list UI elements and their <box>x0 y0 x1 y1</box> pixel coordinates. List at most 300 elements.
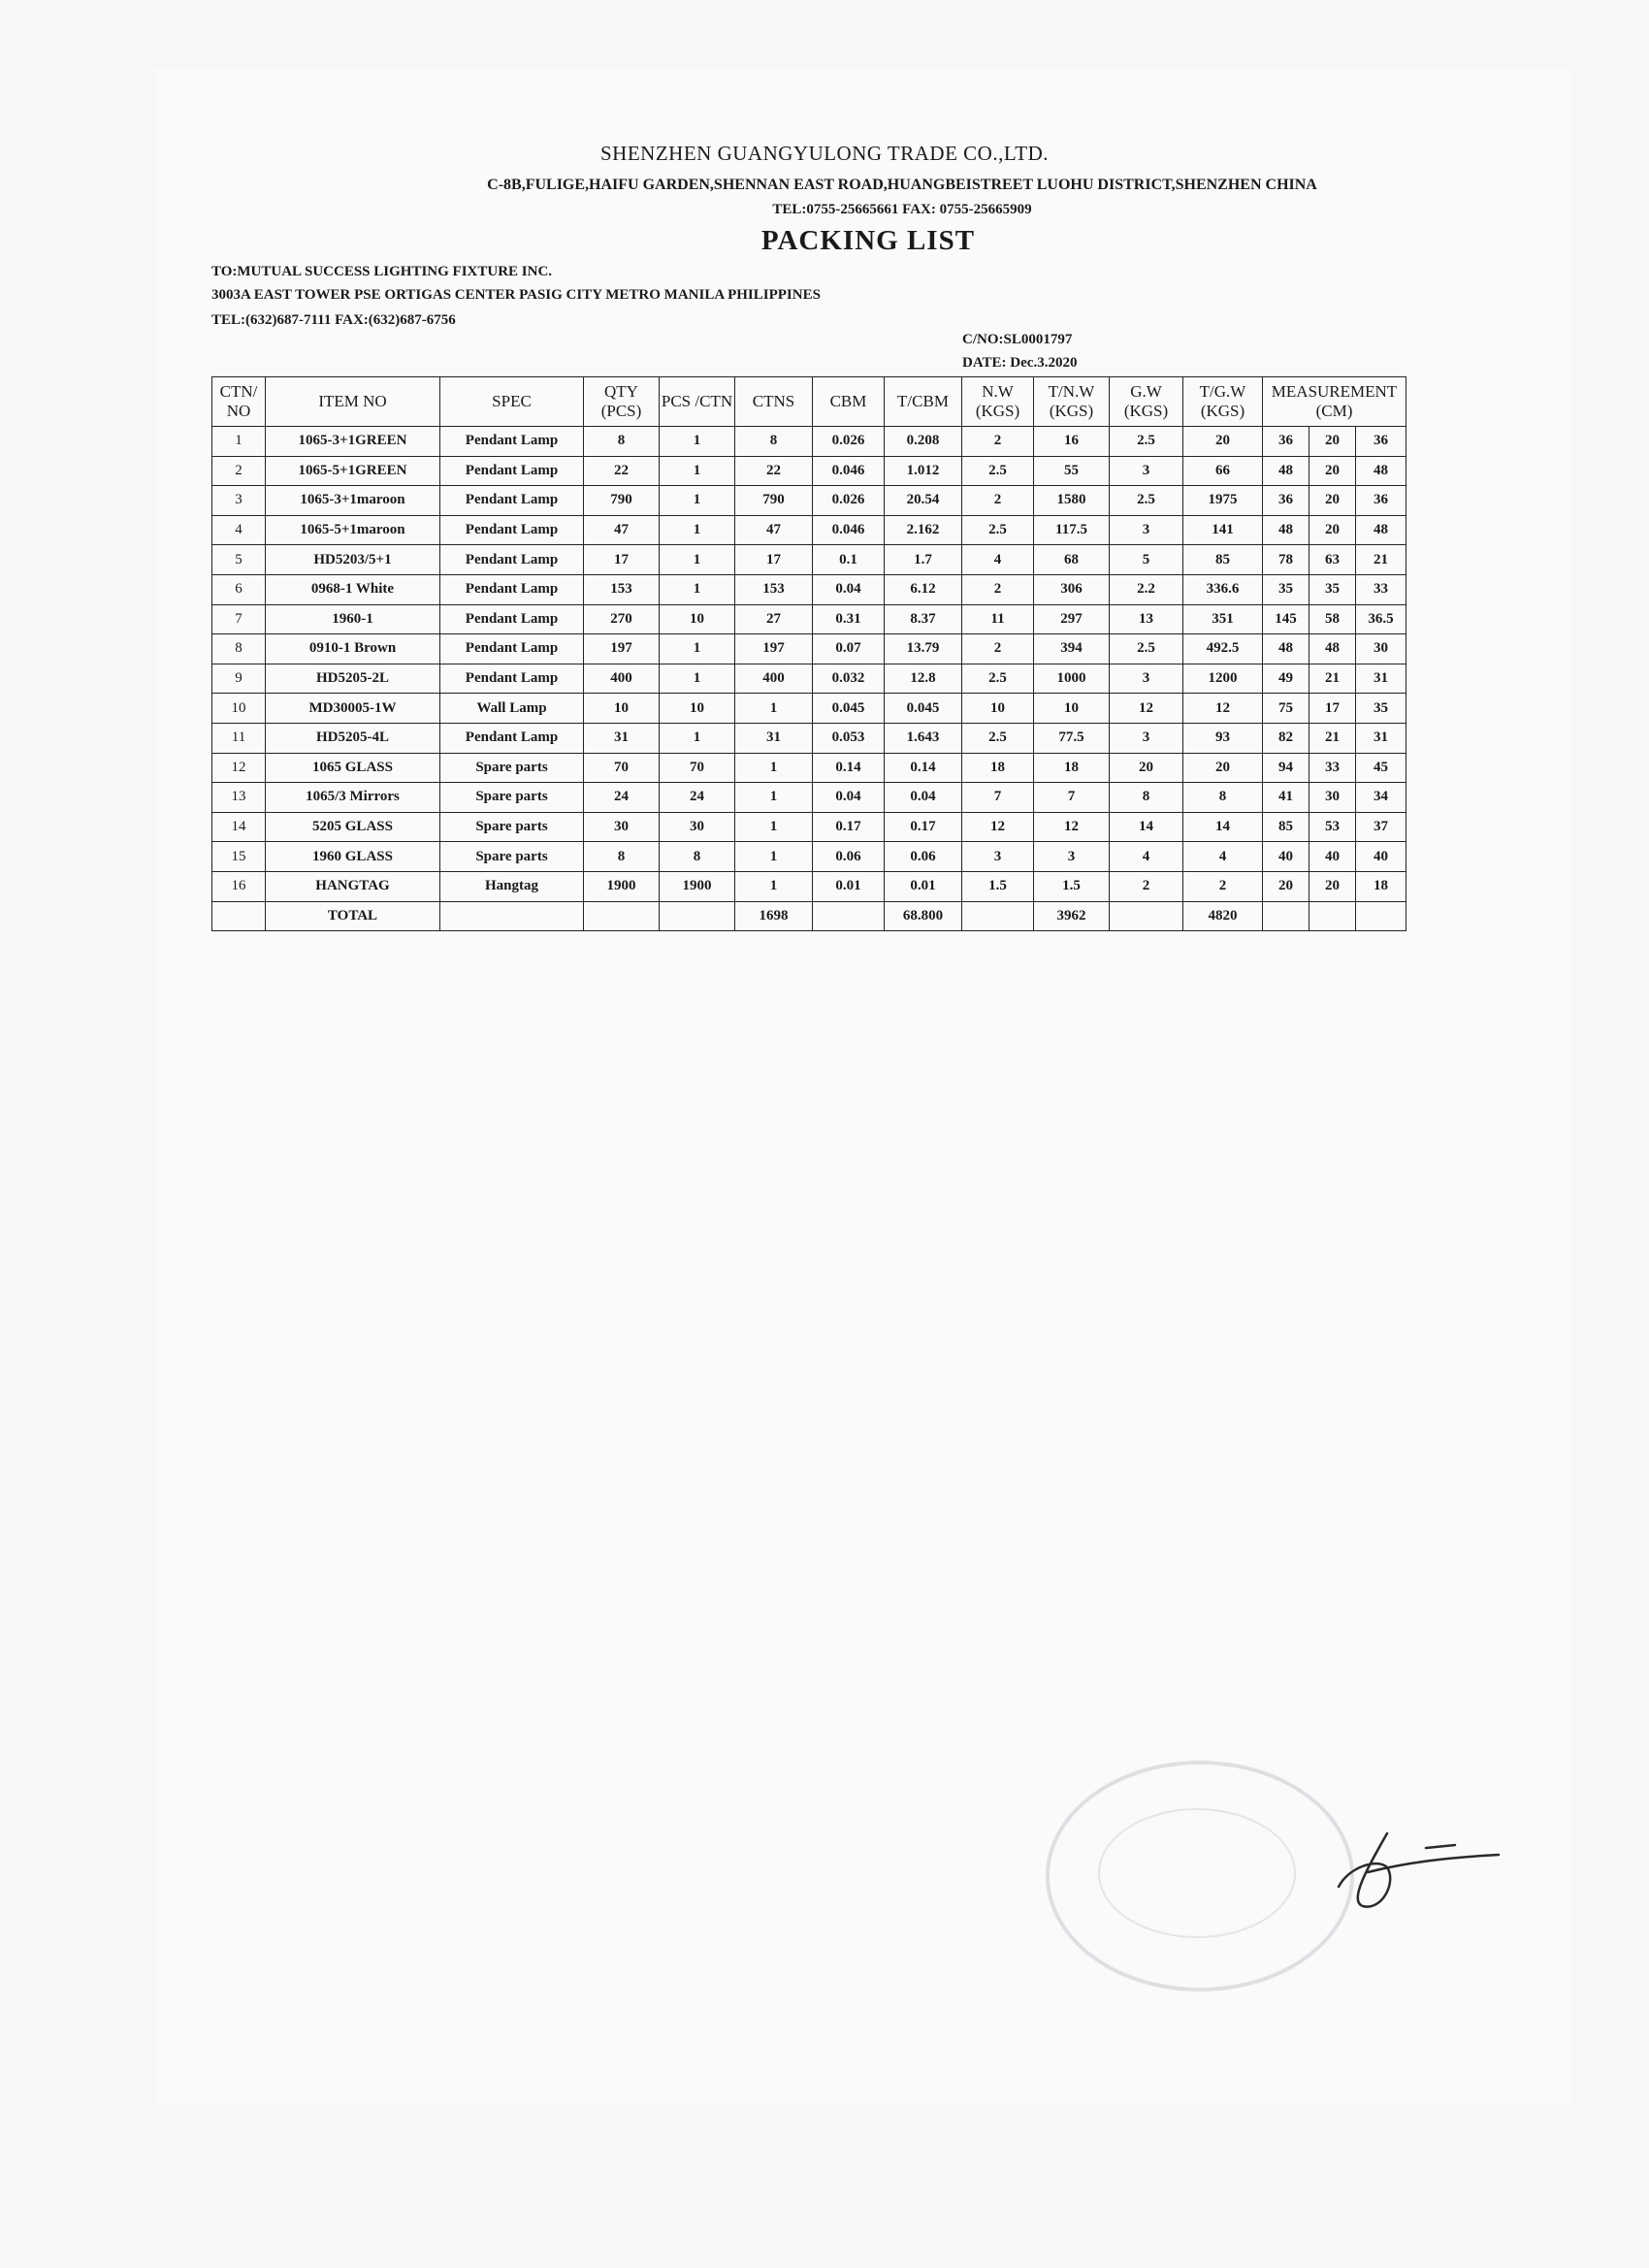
cell-meas-w: 40 <box>1310 842 1356 872</box>
cell-cbm: 0.026 <box>813 427 885 457</box>
cell-ctn-no: 11 <box>212 723 266 753</box>
cell-ctn-no: 10 <box>212 694 266 724</box>
cell-qty: 10 <box>584 694 660 724</box>
cell-ctn-no: 16 <box>212 871 266 901</box>
total-t-gw: 4820 <box>1183 901 1263 931</box>
cell-meas-h: 36.5 <box>1356 604 1406 634</box>
cell-meas-w: 20 <box>1310 871 1356 901</box>
cell-t-nw: 7 <box>1034 783 1110 813</box>
cell-ctns: 1 <box>735 812 813 842</box>
cell-ctn-no: 3 <box>212 486 266 516</box>
cell-item-no: 1065-3+1GREEN <box>266 427 440 457</box>
cell-pcs-ctn: 1 <box>660 486 735 516</box>
cell-nw: 2.5 <box>962 664 1034 694</box>
total-row <box>212 901 1406 931</box>
cell-nw: 4 <box>962 545 1034 575</box>
header-t-cbm: T/CBM <box>885 377 962 427</box>
cell-gw: 14 <box>1110 812 1183 842</box>
cell-item-no: 1960 GLASS <box>266 842 440 872</box>
cell-t-gw: 351 <box>1183 604 1263 634</box>
cell-meas-h: 31 <box>1356 723 1406 753</box>
cell-t-cbm: 0.04 <box>885 783 962 813</box>
cell-t-gw: 141 <box>1183 515 1263 545</box>
cell-meas-l: 82 <box>1263 723 1310 753</box>
total-gw <box>1110 901 1183 931</box>
cell-ctns: 790 <box>735 486 813 516</box>
cell-meas-h: 40 <box>1356 842 1406 872</box>
table-row <box>212 753 1406 783</box>
cell-gw: 3 <box>1110 664 1183 694</box>
cell-t-nw: 77.5 <box>1034 723 1110 753</box>
cell-t-gw: 12 <box>1183 694 1263 724</box>
cell-t-gw: 20 <box>1183 753 1263 783</box>
cell-t-gw: 4 <box>1183 842 1263 872</box>
cell-nw: 12 <box>962 812 1034 842</box>
cell-nw: 2.5 <box>962 456 1034 486</box>
company-contact: TEL:0755-25665661 FAX: 0755-25665909 <box>772 202 1032 217</box>
table-row <box>212 486 1406 516</box>
cell-qty: 70 <box>584 753 660 783</box>
cell-cbm: 0.31 <box>813 604 885 634</box>
cell-ctn-no: 4 <box>212 515 266 545</box>
cell-t-cbm: 0.045 <box>885 694 962 724</box>
cell-t-gw: 1975 <box>1183 486 1263 516</box>
cell-t-nw: 1000 <box>1034 664 1110 694</box>
table-row <box>212 427 1406 457</box>
cell-cbm: 0.046 <box>813 515 885 545</box>
cell-meas-l: 40 <box>1263 842 1310 872</box>
cell-t-nw: 1580 <box>1034 486 1110 516</box>
cell-meas-h: 34 <box>1356 783 1406 813</box>
cell-spec: Pendant Lamp <box>440 574 584 604</box>
cell-t-nw: 394 <box>1034 634 1110 664</box>
cell-ctns: 8 <box>735 427 813 457</box>
cell-ctn-no: 13 <box>212 783 266 813</box>
cell-nw: 2 <box>962 574 1034 604</box>
cell-item-no: 1065-3+1maroon <box>266 486 440 516</box>
recipient-name: TO:MUTUAL SUCCESS LIGHTING FIXTURE INC. <box>211 264 553 279</box>
cell-t-nw: 16 <box>1034 427 1110 457</box>
cell-qty: 8 <box>584 427 660 457</box>
cell-gw: 20 <box>1110 753 1183 783</box>
cell-t-gw: 1200 <box>1183 664 1263 694</box>
cell-meas-w: 48 <box>1310 634 1356 664</box>
cell-cbm: 0.1 <box>813 545 885 575</box>
cell-meas-h: 33 <box>1356 574 1406 604</box>
cell-qty: 22 <box>584 456 660 486</box>
cell-qty: 400 <box>584 664 660 694</box>
cell-cbm: 0.14 <box>813 753 885 783</box>
cell-item-no: HD5203/5+1 <box>266 545 440 575</box>
cell-t-nw: 306 <box>1034 574 1110 604</box>
cell-meas-h: 37 <box>1356 812 1406 842</box>
cell-t-cbm: 12.8 <box>885 664 962 694</box>
cell-ctn-no: 6 <box>212 574 266 604</box>
cell-spec: Pendant Lamp <box>440 664 584 694</box>
company-address: C-8B,FULIGE,HAIFU GARDEN,SHENNAN EAST ROAD,HUANGBEISTREET LUOHU DISTRICT,SHENZHEN CHINA <box>487 177 1317 193</box>
cell-ctns: 400 <box>735 664 813 694</box>
cell-nw: 1.5 <box>962 871 1034 901</box>
cell-cbm: 0.053 <box>813 723 885 753</box>
cell-t-nw: 117.5 <box>1034 515 1110 545</box>
header-ctn-no: CTN/ NO <box>212 377 266 427</box>
cell-cbm: 0.04 <box>813 783 885 813</box>
header-cbm: CBM <box>813 377 885 427</box>
cell-ctns: 17 <box>735 545 813 575</box>
cell-item-no: HD5205-4L <box>266 723 440 753</box>
cell-gw: 2.2 <box>1110 574 1183 604</box>
cell-t-cbm: 13.79 <box>885 634 962 664</box>
cell-qty: 153 <box>584 574 660 604</box>
cell-pcs-ctn: 10 <box>660 694 735 724</box>
cell-spec: Wall Lamp <box>440 694 584 724</box>
cell-t-cbm: 0.17 <box>885 812 962 842</box>
cell-ctns: 22 <box>735 456 813 486</box>
table-row <box>212 723 1406 753</box>
cell-item-no: 1960-1 <box>266 604 440 634</box>
cell-t-nw: 10 <box>1034 694 1110 724</box>
packing-list-table <box>211 376 1406 931</box>
table-header-row <box>212 377 1406 427</box>
cell-nw: 10 <box>962 694 1034 724</box>
table-row <box>212 634 1406 664</box>
cell-t-gw: 14 <box>1183 812 1263 842</box>
header-qty: QTY (PCS) <box>584 377 660 427</box>
cell-ctns: 1 <box>735 753 813 783</box>
cell-t-cbm: 0.06 <box>885 842 962 872</box>
cell-ctns: 1 <box>735 842 813 872</box>
cell-qty: 8 <box>584 842 660 872</box>
cell-qty: 270 <box>584 604 660 634</box>
header-gw: G.W (KGS) <box>1110 377 1183 427</box>
cell-gw: 13 <box>1110 604 1183 634</box>
cell-spec: Spare parts <box>440 783 584 813</box>
cell-t-gw: 20 <box>1183 427 1263 457</box>
cell-qty: 1900 <box>584 871 660 901</box>
cell-item-no: MD30005-1W <box>266 694 440 724</box>
recipient-address: 3003A EAST TOWER PSE ORTIGAS CENTER PASIG CITY METRO MANILA PHILIPPINES <box>211 287 821 303</box>
document-date: DATE: Dec.3.2020 <box>962 355 1078 371</box>
cell-meas-l: 35 <box>1263 574 1310 604</box>
cell-item-no: 0968-1 White <box>266 574 440 604</box>
cell-item-no: 0910-1 Brown <box>266 634 440 664</box>
carton-number: C/NO:SL0001797 <box>962 332 1073 347</box>
cell-cbm: 0.01 <box>813 871 885 901</box>
cell-ctns: 27 <box>735 604 813 634</box>
cell-t-cbm: 1.7 <box>885 545 962 575</box>
cell-meas-l: 78 <box>1263 545 1310 575</box>
cell-meas-l: 20 <box>1263 871 1310 901</box>
cell-spec: Pendant Lamp <box>440 634 584 664</box>
cell-pcs-ctn: 1 <box>660 664 735 694</box>
table-row <box>212 664 1406 694</box>
cell-gw: 2.5 <box>1110 427 1183 457</box>
cell-nw: 2 <box>962 427 1034 457</box>
cell-gw: 2.5 <box>1110 486 1183 516</box>
cell-t-nw: 1.5 <box>1034 871 1110 901</box>
cell-t-nw: 55 <box>1034 456 1110 486</box>
cell-cbm: 0.026 <box>813 486 885 516</box>
cell-t-gw: 8 <box>1183 783 1263 813</box>
header-nw: N.W (KGS) <box>962 377 1034 427</box>
cell-spec: Pendant Lamp <box>440 427 584 457</box>
cell-ctns: 197 <box>735 634 813 664</box>
cell-spec: Hangtag <box>440 871 584 901</box>
cell-gw: 8 <box>1110 783 1183 813</box>
cell-gw: 4 <box>1110 842 1183 872</box>
cell-pcs-ctn: 1 <box>660 515 735 545</box>
cell-item-no: HD5205-2L <box>266 664 440 694</box>
cell-pcs-ctn: 1 <box>660 634 735 664</box>
company-name: SHENZHEN GUANGYULONG TRADE CO.,LTD. <box>600 142 1049 165</box>
document-sheet <box>155 68 1571 2105</box>
cell-spec: Pendant Lamp <box>440 515 584 545</box>
cell-meas-l: 75 <box>1263 694 1310 724</box>
total-meas-l <box>1263 901 1310 931</box>
cell-meas-w: 21 <box>1310 664 1356 694</box>
cell-item-no: 5205 GLASS <box>266 812 440 842</box>
cell-meas-h: 31 <box>1356 664 1406 694</box>
signature-icon <box>1329 1814 1504 1921</box>
cell-spec: Pendant Lamp <box>440 723 584 753</box>
cell-qty: 31 <box>584 723 660 753</box>
header-t-gw: T/G.W (KGS) <box>1183 377 1263 427</box>
cell-spec: Spare parts <box>440 753 584 783</box>
cell-t-gw: 66 <box>1183 456 1263 486</box>
cell-nw: 11 <box>962 604 1034 634</box>
cell-meas-w: 20 <box>1310 515 1356 545</box>
cell-pcs-ctn: 30 <box>660 812 735 842</box>
cell-spec: Pendant Lamp <box>440 604 584 634</box>
cell-qty: 790 <box>584 486 660 516</box>
cell-t-gw: 85 <box>1183 545 1263 575</box>
cell-meas-w: 21 <box>1310 723 1356 753</box>
cell-cbm: 0.04 <box>813 574 885 604</box>
cell-cbm: 0.046 <box>813 456 885 486</box>
cell-meas-l: 94 <box>1263 753 1310 783</box>
total-cbm <box>813 901 885 931</box>
cell-t-gw: 336.6 <box>1183 574 1263 604</box>
cell-qty: 47 <box>584 515 660 545</box>
cell-spec: Pendant Lamp <box>440 486 584 516</box>
cell-t-cbm: 2.162 <box>885 515 962 545</box>
cell-ctn-no: 1 <box>212 427 266 457</box>
cell-ctns: 1 <box>735 783 813 813</box>
table-row <box>212 545 1406 575</box>
cell-t-gw: 93 <box>1183 723 1263 753</box>
cell-pcs-ctn: 1 <box>660 456 735 486</box>
cell-ctn-no: 9 <box>212 664 266 694</box>
cell-cbm: 0.17 <box>813 812 885 842</box>
company-seal-icon <box>1046 1761 1354 1992</box>
cell-cbm: 0.045 <box>813 694 885 724</box>
table-row <box>212 783 1406 813</box>
total-ctn-no <box>212 901 266 931</box>
table-row <box>212 456 1406 486</box>
cell-pcs-ctn: 1900 <box>660 871 735 901</box>
cell-t-cbm: 1.643 <box>885 723 962 753</box>
table-row <box>212 604 1406 634</box>
cell-meas-l: 48 <box>1263 634 1310 664</box>
cell-nw: 2.5 <box>962 723 1034 753</box>
cell-meas-l: 48 <box>1263 515 1310 545</box>
cell-t-nw: 68 <box>1034 545 1110 575</box>
table-row <box>212 812 1406 842</box>
cell-ctn-no: 14 <box>212 812 266 842</box>
cell-meas-h: 18 <box>1356 871 1406 901</box>
cell-t-nw: 18 <box>1034 753 1110 783</box>
cell-qty: 17 <box>584 545 660 575</box>
cell-meas-w: 33 <box>1310 753 1356 783</box>
cell-qty: 24 <box>584 783 660 813</box>
cell-gw: 3 <box>1110 515 1183 545</box>
cell-meas-w: 20 <box>1310 427 1356 457</box>
header-measurement: MEASUREMENT (CM) <box>1263 377 1406 427</box>
cell-item-no: 1065/3 Mirrors <box>266 783 440 813</box>
cell-meas-w: 63 <box>1310 545 1356 575</box>
cell-spec: Pendant Lamp <box>440 456 584 486</box>
total-nw <box>962 901 1034 931</box>
cell-meas-l: 41 <box>1263 783 1310 813</box>
cell-meas-l: 48 <box>1263 456 1310 486</box>
cell-ctns: 153 <box>735 574 813 604</box>
cell-meas-h: 35 <box>1356 694 1406 724</box>
cell-meas-l: 145 <box>1263 604 1310 634</box>
cell-t-gw: 492.5 <box>1183 634 1263 664</box>
cell-meas-l: 36 <box>1263 427 1310 457</box>
cell-spec: Pendant Lamp <box>440 545 584 575</box>
cell-t-cbm: 0.208 <box>885 427 962 457</box>
cell-meas-w: 53 <box>1310 812 1356 842</box>
cell-meas-w: 17 <box>1310 694 1356 724</box>
cell-nw: 7 <box>962 783 1034 813</box>
seal-inner-ring <box>1098 1808 1296 1938</box>
cell-ctn-no: 7 <box>212 604 266 634</box>
cell-t-cbm: 0.01 <box>885 871 962 901</box>
cell-meas-w: 20 <box>1310 486 1356 516</box>
cell-pcs-ctn: 1 <box>660 545 735 575</box>
cell-ctn-no: 12 <box>212 753 266 783</box>
cell-t-gw: 2 <box>1183 871 1263 901</box>
cell-nw: 18 <box>962 753 1034 783</box>
header-spec: SPEC <box>440 377 584 427</box>
cell-cbm: 0.07 <box>813 634 885 664</box>
cell-meas-w: 30 <box>1310 783 1356 813</box>
cell-t-cbm: 1.012 <box>885 456 962 486</box>
total-meas-w <box>1310 901 1356 931</box>
cell-t-nw: 12 <box>1034 812 1110 842</box>
document-title: PACKING LIST <box>760 225 976 256</box>
cell-pcs-ctn: 70 <box>660 753 735 783</box>
cell-meas-h: 36 <box>1356 486 1406 516</box>
header-t-nw: T/N.W (KGS) <box>1034 377 1110 427</box>
cell-qty: 197 <box>584 634 660 664</box>
cell-ctns: 47 <box>735 515 813 545</box>
cell-pcs-ctn: 8 <box>660 842 735 872</box>
total-item-no: TOTAL <box>266 901 440 931</box>
cell-pcs-ctn: 24 <box>660 783 735 813</box>
cell-gw: 5 <box>1110 545 1183 575</box>
cell-meas-h: 48 <box>1356 515 1406 545</box>
cell-cbm: 0.032 <box>813 664 885 694</box>
cell-meas-l: 49 <box>1263 664 1310 694</box>
cell-gw: 3 <box>1110 456 1183 486</box>
cell-ctn-no: 8 <box>212 634 266 664</box>
total-ctns: 1698 <box>735 901 813 931</box>
recipient-tel: TEL:(632)687-7111 FAX:(632)687-6756 <box>211 312 456 328</box>
cell-item-no: 1065 GLASS <box>266 753 440 783</box>
table-row <box>212 694 1406 724</box>
cell-spec: Spare parts <box>440 842 584 872</box>
cell-pcs-ctn: 10 <box>660 604 735 634</box>
cell-meas-h: 30 <box>1356 634 1406 664</box>
cell-pcs-ctn: 1 <box>660 574 735 604</box>
cell-item-no: 1065-5+1maroon <box>266 515 440 545</box>
cell-t-nw: 3 <box>1034 842 1110 872</box>
cell-item-no: HANGTAG <box>266 871 440 901</box>
total-t-nw: 3962 <box>1034 901 1110 931</box>
total-spec <box>440 901 584 931</box>
cell-ctns: 1 <box>735 871 813 901</box>
cell-nw: 2 <box>962 486 1034 516</box>
cell-meas-h: 48 <box>1356 456 1406 486</box>
cell-item-no: 1065-5+1GREEN <box>266 456 440 486</box>
cell-meas-l: 36 <box>1263 486 1310 516</box>
cell-qty: 30 <box>584 812 660 842</box>
cell-ctns: 1 <box>735 694 813 724</box>
cell-meas-w: 58 <box>1310 604 1356 634</box>
cell-nw: 3 <box>962 842 1034 872</box>
cell-nw: 2.5 <box>962 515 1034 545</box>
cell-t-cbm: 8.37 <box>885 604 962 634</box>
table-row <box>212 871 1406 901</box>
cell-ctn-no: 15 <box>212 842 266 872</box>
cell-gw: 3 <box>1110 723 1183 753</box>
total-t-cbm: 68.800 <box>885 901 962 931</box>
cell-ctn-no: 5 <box>212 545 266 575</box>
header-pcs-ctn: PCS /CTN <box>660 377 735 427</box>
cell-t-nw: 297 <box>1034 604 1110 634</box>
cell-meas-h: 45 <box>1356 753 1406 783</box>
cell-nw: 2 <box>962 634 1034 664</box>
cell-meas-w: 35 <box>1310 574 1356 604</box>
cell-meas-w: 20 <box>1310 456 1356 486</box>
cell-spec: Spare parts <box>440 812 584 842</box>
header-item-no: ITEM NO <box>266 377 440 427</box>
table-row <box>212 515 1406 545</box>
cell-cbm: 0.06 <box>813 842 885 872</box>
cell-gw: 2.5 <box>1110 634 1183 664</box>
cell-t-cbm: 0.14 <box>885 753 962 783</box>
cell-ctns: 31 <box>735 723 813 753</box>
cell-meas-l: 85 <box>1263 812 1310 842</box>
cell-t-cbm: 20.54 <box>885 486 962 516</box>
table-row <box>212 842 1406 872</box>
cell-gw: 2 <box>1110 871 1183 901</box>
cell-meas-h: 36 <box>1356 427 1406 457</box>
total-meas-h <box>1356 901 1406 931</box>
cell-meas-h: 21 <box>1356 545 1406 575</box>
cell-pcs-ctn: 1 <box>660 723 735 753</box>
table-row <box>212 574 1406 604</box>
total-qty <box>584 901 660 931</box>
total-pcs-ctn <box>660 901 735 931</box>
cell-t-cbm: 6.12 <box>885 574 962 604</box>
cell-pcs-ctn: 1 <box>660 427 735 457</box>
cell-gw: 12 <box>1110 694 1183 724</box>
cell-ctn-no: 2 <box>212 456 266 486</box>
header-ctns: CTNS <box>735 377 813 427</box>
